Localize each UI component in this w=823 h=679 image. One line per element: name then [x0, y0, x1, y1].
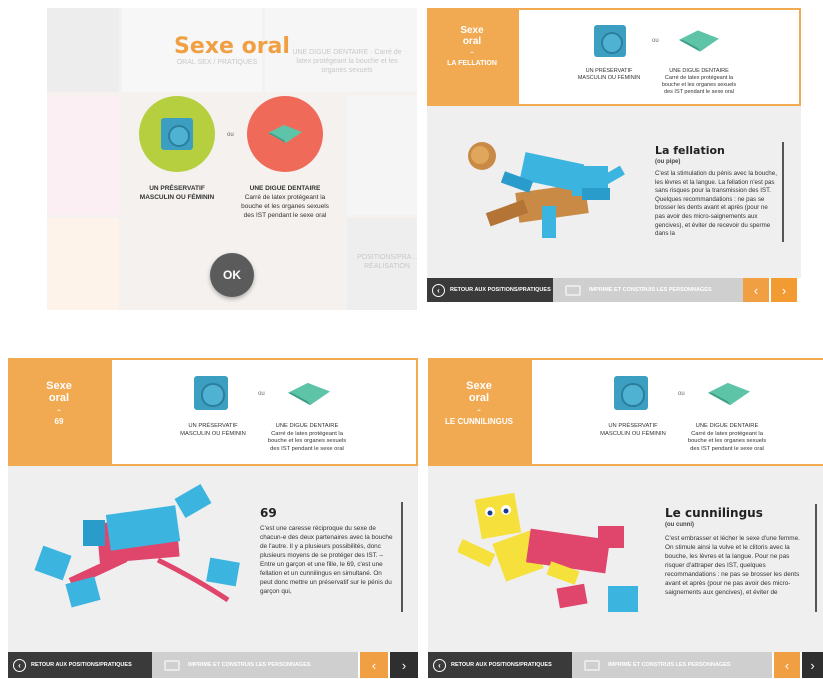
ok-button[interactable]: OK [210, 253, 254, 297]
condom-icon [594, 25, 626, 57]
dam-label [262, 423, 352, 453]
print-label: IMPRIME ET CONSTRUIS LES PERSONNAGES [188, 662, 311, 668]
section-header [428, 358, 530, 466]
dam-desc-line: bouche et les organes sexuels [267, 438, 347, 444]
detail-title: 69 [260, 506, 277, 520]
back-label: RETOUR AUX POSITIONS/PRATIQUES [450, 287, 551, 293]
cunnilingus-screen [428, 358, 823, 678]
condom-icon [161, 118, 193, 150]
dam-desc-line: Carré de latex protégeant la [244, 194, 326, 201]
printer-icon [565, 285, 581, 296]
condom-label-line: MASCULIN OU FÉMININ [180, 430, 246, 437]
dam-label-line: UNE DIGUE DENTAIRE [695, 423, 759, 429]
prev-button[interactable] [743, 278, 769, 302]
condom-label [569, 68, 649, 82]
dam-desc-line: des IST pendant le sexe oral [664, 89, 734, 95]
print-characters-button[interactable] [572, 652, 772, 678]
condom-icon [614, 376, 648, 410]
paper-figures-illustration [458, 486, 658, 626]
detail-body: C'est la stimulation du pénis avec la bouche, les lèvres et la langue. La fellation n'est pas sans risques pour la transmission des IST. Quelques recommandations : ne pas se brosser les dents avant et après (pour ne pas avoir des micro-saignements aux gencives), et éviter de recevoir du sperme dans la [655, 170, 777, 238]
sixty-nine-screen [8, 358, 418, 678]
back-to-positions-button[interactable] [8, 652, 152, 678]
ghost-right-text: UNE DIGUE DENTAIRE · Carré de latex protégeant la bouche et les organes sexuels [292, 49, 402, 74]
detail-body: C'est une caresse réciproque du sexe de chacun-e des deux partenaires avec la bouche de l'autre. Il y a plusieurs possibilités, donc plusieurs moyens de se protéger des IST. – Entre un garçon et une fille, le 69, c'est une fellation et un cunnilingus en simultané. On peut donc mettre un préservatif sur le pénis du garçon qui, [260, 525, 393, 595]
paper-figures-illustration [28, 480, 253, 620]
header-dash: - [57, 404, 61, 416]
chevron-right-icon: › [401, 657, 407, 673]
header-tag: LE CUNNILINGUS [445, 417, 513, 426]
detail-subtitle: (ou cunni) [665, 522, 694, 528]
condom-label-line: UN PRÉSERVATIF [608, 423, 658, 429]
condom-label-line: UN PRÉSERVATIF [149, 185, 205, 192]
scrollbar[interactable] [782, 142, 784, 242]
bg-tile [47, 218, 119, 310]
printer-icon [584, 660, 600, 671]
or-separator: ou [227, 132, 234, 138]
back-arrow-icon: ‹ [432, 284, 445, 297]
dental-dam-icon [288, 382, 330, 406]
dam-desc-line: des IST pendant le sexe oral [243, 212, 327, 219]
protection-box [517, 8, 801, 106]
dam-desc-line: Carré de latex protégeant la [664, 75, 734, 81]
condom-label [588, 423, 678, 438]
protection-box [530, 358, 823, 466]
next-button[interactable] [771, 278, 797, 302]
scrollbar[interactable] [401, 502, 403, 612]
chevron-left-icon: ‹ [753, 282, 759, 298]
print-characters-button[interactable] [152, 652, 358, 678]
ghost-subtitle: ORAL SEX / PRATIQUES [176, 59, 258, 66]
dam-label: UNE DIGUE DENTAIRE [249, 185, 321, 192]
chevron-left-icon: ‹ [371, 657, 377, 673]
section-header [427, 8, 517, 106]
dam-desc-line: bouche et les organes sexuels [687, 438, 767, 444]
dam-desc-line: Carré de latex protégeant la [271, 430, 343, 437]
modal-screen [47, 8, 417, 310]
prev-button[interactable] [774, 652, 800, 678]
back-arrow-icon: ‹ [433, 659, 446, 672]
chevron-left-icon: ‹ [784, 657, 790, 673]
detail-title: Le cunnilingus [665, 506, 763, 520]
dam-label-line: UNE DIGUE DENTAIRE [275, 423, 339, 429]
ghost-bottom-right: POSITIONS/PRA... RÉALISATION [357, 254, 417, 270]
bottom-bar [8, 652, 418, 678]
back-label: RETOUR AUX POSITIONS/PRATIQUES [31, 662, 132, 668]
condom-label [168, 423, 258, 438]
dam-desc-line: des IST pendant le sexe oral [690, 445, 764, 452]
protection-box [110, 358, 418, 466]
or-separator: ou [258, 391, 265, 397]
bottom-bar [427, 278, 801, 302]
print-label: IMPRIME ET CONSTRUIS LES PERSONNAGES [608, 662, 731, 668]
bg-tile [347, 95, 417, 215]
condom-label-line: MASCULIN OU FÉMININ [139, 194, 215, 201]
condom-option[interactable] [139, 96, 215, 172]
bg-tile [47, 95, 119, 215]
print-characters-button[interactable] [553, 278, 743, 302]
header-line: oral [462, 36, 482, 47]
header-tag: LA FELLATION [447, 60, 497, 67]
dam-desc-line: des IST pendant le sexe oral [270, 445, 344, 452]
header-tag: 69 [54, 417, 64, 426]
dam-label [659, 68, 739, 96]
back-to-positions-button[interactable] [428, 652, 572, 678]
dam-label [682, 423, 772, 453]
next-button[interactable] [390, 652, 418, 678]
header-dash: - [477, 404, 481, 416]
dam-label-line: UNE DIGUE DENTAIRE [669, 68, 729, 74]
detail-body: C'est embrasser et lécher le sexe d'une femme. On stimule ainsi la vulve et le clitoris avec la bouche, les lèvres et la langue. Pour ne pas risquer d'attraper des IST, quelques recommandations : ne pas se brosser les dents avant et après (pour ne pas avoir des micro-saignements aux gencives), et éviter de [665, 535, 800, 596]
or-separator: ou [652, 38, 659, 44]
print-label: IMPRIME ET CONSTRUIS LES PERSONNAGES [589, 287, 712, 293]
condom-label [125, 184, 229, 202]
condom-icon [194, 376, 228, 410]
dam-description [233, 193, 337, 220]
dental-dam-icon [708, 382, 750, 406]
back-label: RETOUR AUX POSITIONS/PRATIQUES [451, 662, 552, 668]
condom-label-line: UN PRÉSERVATIF [585, 68, 633, 74]
dental-dam-icon [268, 125, 302, 143]
bottom-bar [428, 652, 823, 678]
detail-subtitle: (ou pipe) [655, 159, 681, 165]
header-line: Sexe [466, 380, 492, 392]
printer-icon [164, 660, 180, 671]
prev-button[interactable] [360, 652, 388, 678]
header-line: Sexe [46, 380, 72, 392]
condom-label-line: UN PRÉSERVATIF [188, 423, 238, 429]
header-line: oral [48, 392, 70, 404]
dental-dam-option[interactable] [247, 96, 323, 172]
paper-figures-illustration [462, 136, 642, 246]
scrollbar[interactable] [815, 504, 817, 612]
header-dash: - [470, 47, 474, 58]
dam-desc-line: bouche et les organes sexuels [241, 203, 329, 210]
header-line: Sexe [460, 25, 484, 36]
fellation-screen [427, 8, 801, 306]
back-arrow-icon: ‹ [13, 659, 26, 672]
header-line: oral [468, 392, 490, 404]
modal-title: Sexe oral [174, 34, 290, 59]
condom-label-line: MASCULIN OU FÉMININ [600, 430, 666, 437]
section-header [8, 358, 110, 466]
next-button[interactable] [802, 652, 823, 678]
dental-dam-icon [679, 30, 719, 52]
chevron-right-icon: › [781, 282, 787, 298]
or-separator: ou [678, 391, 685, 397]
condom-label-line: MASCULIN OU FÉMININ [577, 75, 641, 81]
back-to-positions-button[interactable] [427, 278, 553, 302]
detail-title: La fellation [655, 144, 725, 157]
dam-desc-line: bouche et les organes sexuels [661, 82, 737, 88]
chevron-right-icon: › [810, 657, 815, 673]
dam-desc-line: Carré de latex protégeant la [691, 430, 763, 437]
